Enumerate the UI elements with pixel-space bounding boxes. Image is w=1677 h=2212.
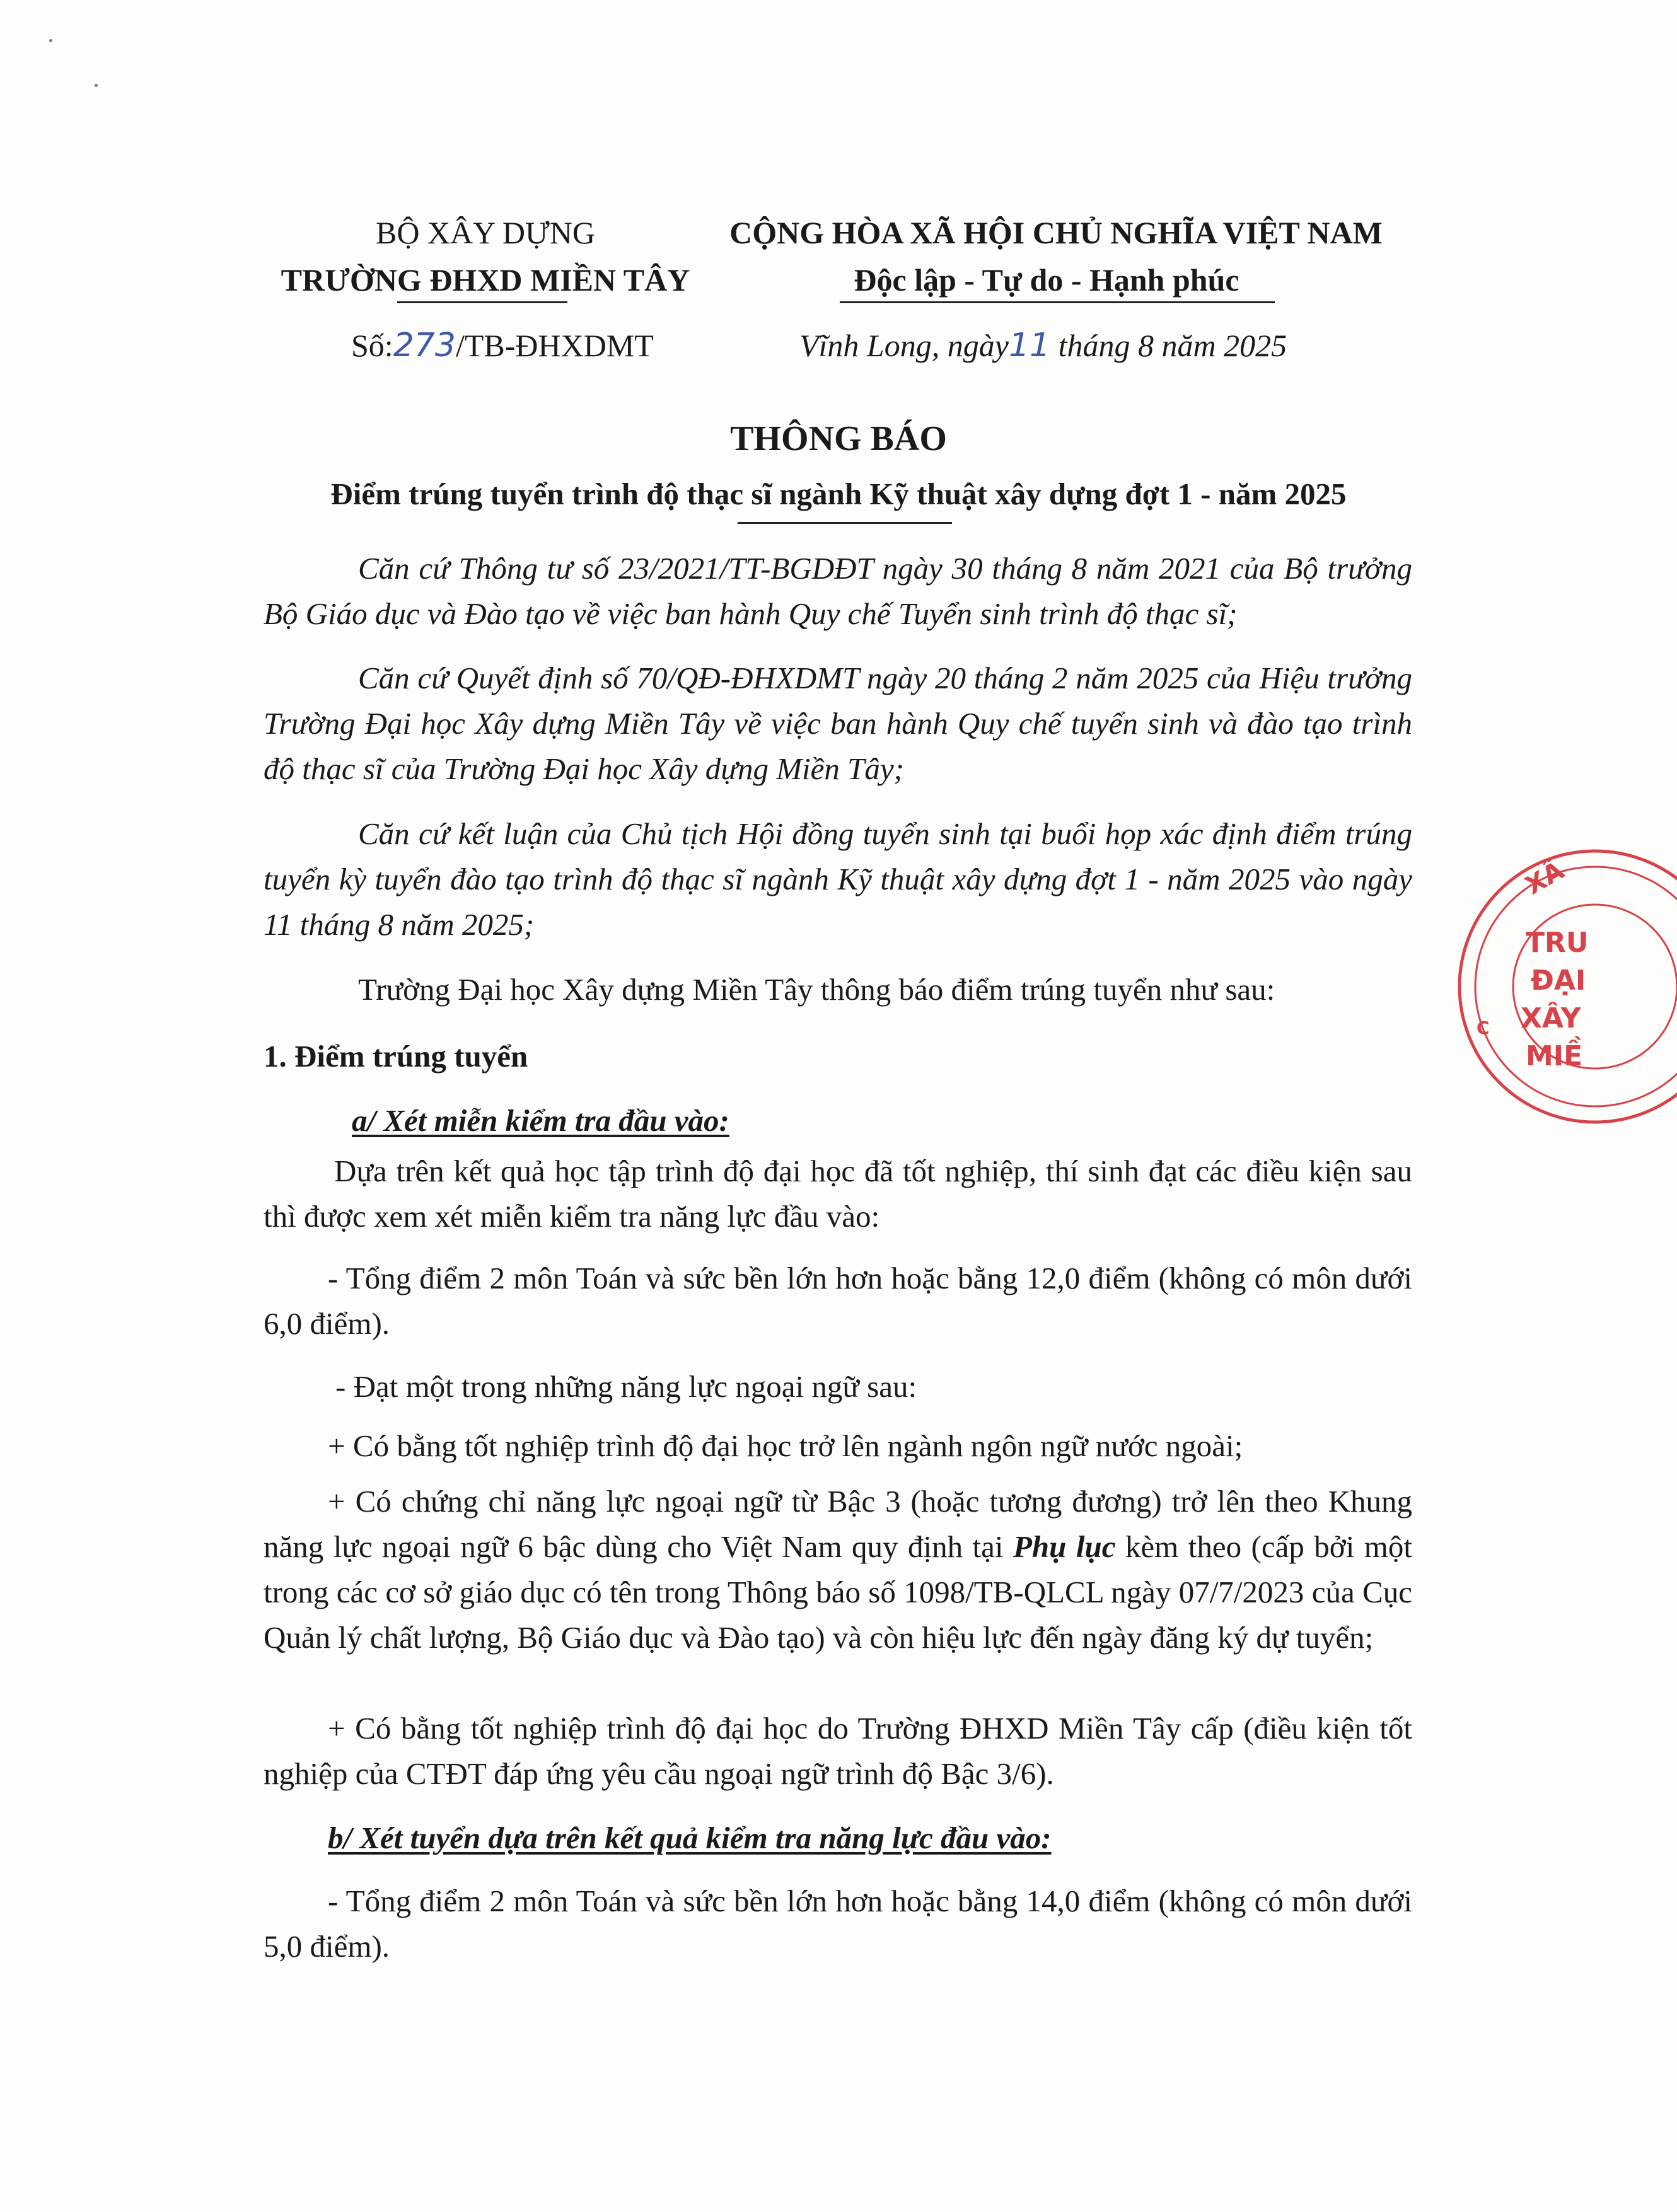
stamp-text-line-4: MIỀ: [1526, 1040, 1583, 1072]
legal-basis-2: Căn cứ Quyết định số 70/QĐ-ĐHXDMT ngày 20 tháng 2 năm 2025 của Hiệu trưởng Trường Đại học Xây dựng Miền Tây về việc ban hành Quy chế tuyển sinh và đào tạo trình độ thạc sĩ của Trường Đại học Xây dựng Miền Tây;: [264, 661, 1412, 786]
section-1a-heading: a/ Xét miễn kiểm tra đầu vào:: [352, 1103, 729, 1138]
section-1b-heading: b/ Xét tuyển dựa trên kết quả kiểm tra năng lực đầu vào:: [328, 1821, 1052, 1855]
section-1a-item-2: - Đạt một trong những năng lực ngoại ngữ sau:: [335, 1369, 917, 1404]
official-seal-stamp: [1431, 845, 1608, 1122]
announcement-intro: Trường Đại học Xây dựng Miền Tây thông báo điểm trúng tuyển như sau:: [358, 972, 1275, 1007]
document-subtitle: Điểm trúng tuyển trình độ thạc sĩ ngành Kỹ thuật xây dựng đợt 1 - năm 2025: [330, 477, 1347, 511]
school-underline: [397, 301, 567, 303]
ministry-name: BỘ XÂY DỰNG: [375, 215, 596, 250]
section-1a-sub-2: + Có chứng chỉ năng lực ngoại ngữ từ Bậc 3 (hoặc tương đương) trở lên theo Khung năng lực ngoại ngữ 6 bậc dùng cho Việt Nam quy định tại Phụ lục kèm theo (cấp bởi một trong các cơ sở giáo dục có tên trong Thông báo số 1098/TB-QLCL ngày 07/7/2023 của Cục Quản lý chất lượng, Bộ Giáo dục và Đào tạo) và còn hiệu lực đến ngày đăng ký dự tuyển;: [264, 1484, 1412, 1655]
section-1-heading: 1. Điểm trúng tuyển: [264, 1039, 528, 1074]
motto-underline: [840, 301, 1275, 303]
date-day-handwritten: 11: [1008, 327, 1051, 364]
legal-basis-3: Căn cứ kết luận của Chủ tịch Hội đồng tuyển sinh tại buổi họp xác định điểm trúng tuyển kỳ tuyển đào tạo trình độ thạc sĩ ngành Kỹ thuật xây dựng đợt 1 - năm 2025 vào ngày 11 tháng 8 năm 2025;: [264, 816, 1412, 942]
republic-name: CỘNG HÒA XÃ HỘI CHỦ NGHĨA VIỆT NAM: [729, 215, 1383, 250]
school-name: TRƯỜNG ĐHXD MIỀN TÂY: [281, 262, 690, 298]
stamp-text-line-2: ĐẠI: [1531, 964, 1586, 997]
legal-basis-1: Căn cứ Thông tư số 23/2021/TT-BGDĐT ngày 30 tháng 8 năm 2021 của Bộ trưởng Bộ Giáo dục và Đào tạo về việc ban hành Quy chế Tuyển sinh trình độ thạc sĩ;: [264, 551, 1412, 631]
doc-number-suffix: /TB-ĐHXDMT: [455, 328, 654, 363]
stamp-text-line-1: TRU: [1526, 927, 1589, 959]
section-1a-intro: Dựa trên kết quả học tập trình độ đại học đã tốt nghiệp, thí sinh đạt các điều kiện sau thì được xem xét miễn kiểm tra năng lực đầu vào:: [264, 1154, 1412, 1234]
issue-date: [799, 327, 1287, 364]
document-title: THÔNG BÁO: [730, 419, 947, 458]
section-1a-sub-3: + Có bằng tốt nghiệp trình độ đại học do Trường ĐHXD Miền Tây cấp (điều kiện tốt nghiệp của CTĐT đáp ứng yêu cầu ngoại ngữ trình độ Bậc 3/6).: [264, 1711, 1412, 1791]
section-1a-item-1: - Tổng điểm 2 môn Toán và sức bền lớn hơn hoặc bằng 12,0 điểm (không có môn dưới 6,0 điểm).: [264, 1261, 1412, 1341]
scan-speck: [49, 39, 52, 42]
date-suffix: tháng 8 năm 2025: [1050, 328, 1287, 363]
motto: Độc lập - Tự do - Hạnh phúc: [854, 262, 1239, 298]
section-1b-item-1: - Tổng điểm 2 môn Toán và sức bền lớn hơn hoặc bằng 14,0 điểm (không có môn dưới 5,0 điểm).: [264, 1884, 1412, 1964]
doc-number-handwritten: 273: [393, 327, 456, 364]
date-prefix: Vĩnh Long, ngày: [799, 328, 1009, 363]
stamp-text-line-3: XÂY: [1521, 1002, 1581, 1034]
appendix-emphasis: Phụ lục: [1013, 1529, 1116, 1564]
scan-speck: [95, 84, 98, 87]
subtitle-underline: [738, 522, 952, 524]
doc-number-prefix: Số:: [351, 328, 393, 363]
document-number: [351, 327, 654, 364]
stamp-text-arc: XÂ: [1521, 855, 1569, 901]
stamp-text-side: C: [1477, 1017, 1490, 1038]
section-1a-sub-1: + Có bằng tốt nghiệp trình độ đại học trở lên ngành ngôn ngữ nước ngoài;: [328, 1428, 1243, 1463]
